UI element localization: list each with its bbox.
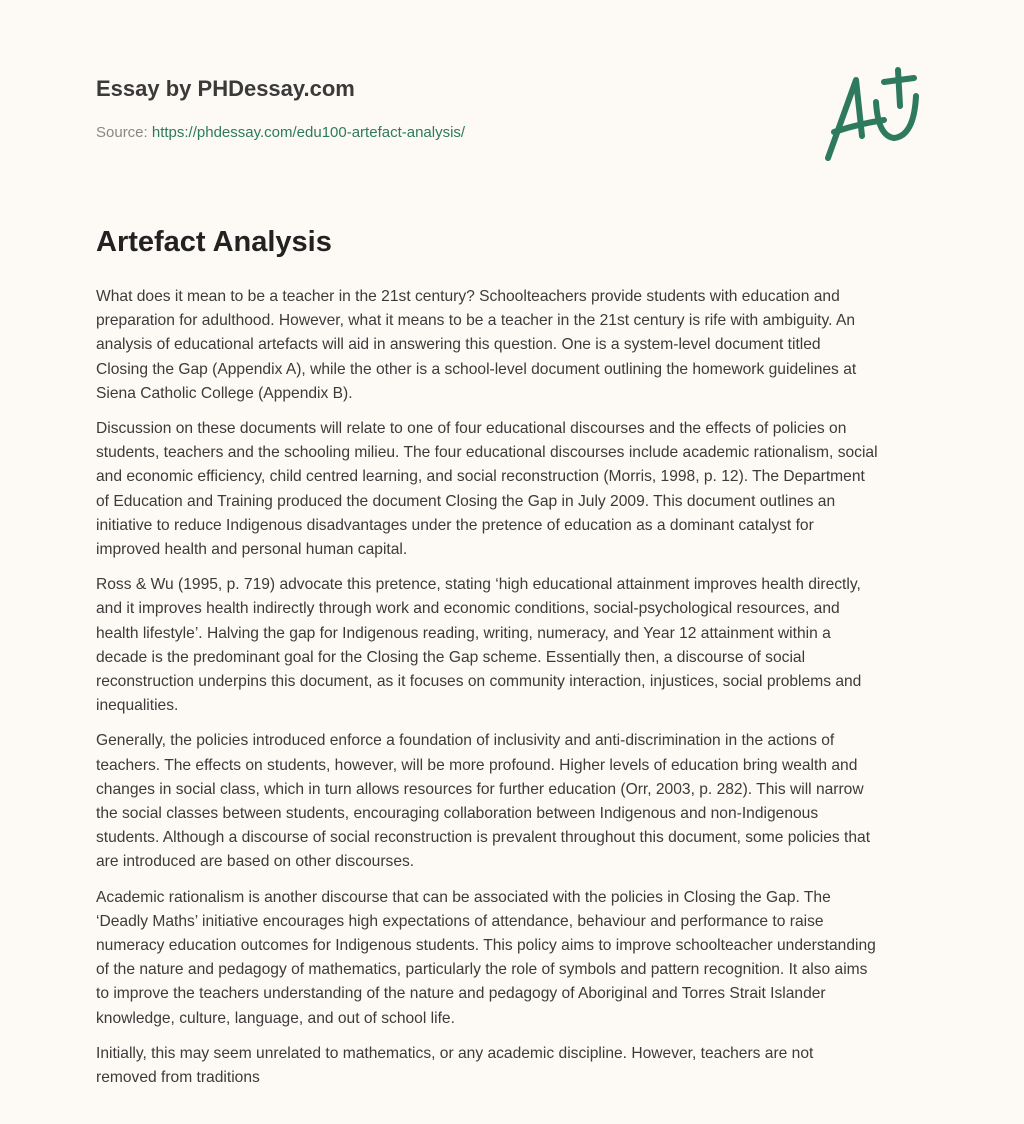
article-body xyxy=(96,285,936,1101)
source-line xyxy=(96,124,465,141)
paragraph xyxy=(96,729,936,874)
article-title: Artefact Analysis xyxy=(96,226,332,258)
paragraph-line: Initially, this may seem unrelated to mathematics, or any academic discipline. However, teachers are not xyxy=(96,1044,814,1062)
paragraph-line: teachers. The effects on students, however, will be more profound. Higher levels of education bring wealth and xyxy=(96,756,858,774)
paragraph-line: Ross & Wu (1995, p. 719) advocate this pretence, stating ‘high educational attainment improves health directly, xyxy=(96,576,861,594)
paragraph-line: decade is the predominant goal for the Closing the Gap scheme. Essentially then, a discourse of social xyxy=(96,648,806,666)
paragraph-line: are introduced are based on other discourses. xyxy=(96,853,415,871)
paragraph-line: the social classes between students, encouraging collaboration between Indigenous and non-Indigenous xyxy=(96,805,819,823)
paragraph-line: inequalities. xyxy=(96,697,179,715)
paragraph-line: to improve the teachers understanding of the nature and pedagogy of Aboriginal and Torres Strait Islander xyxy=(96,985,826,1003)
paragraph xyxy=(96,1042,936,1090)
paragraph xyxy=(96,285,936,406)
paragraph-line: Academic rationalism is another discourse that can be associated with the policies in Closing the Gap. The xyxy=(96,888,831,906)
paragraph-line: changes in social class, which in turn allows resources for further education (Orr, 2003, p. 282). This will narrow xyxy=(96,780,864,798)
site-title: Essay by PHDessay.com xyxy=(96,76,355,101)
paragraph-line: students, teachers and the schooling milieu. The four educational discourses include academic rationalism, social xyxy=(96,444,878,462)
paragraph-line: of the nature and pedagogy of mathematics, particularly the role of symbols and pattern recognition. It also aims xyxy=(96,961,868,979)
paragraph-line: and economic efficiency, child centred learning, and social reconstruction (Morris, 1998, p. 12). The Department xyxy=(96,468,865,486)
a-plus-logo-icon xyxy=(818,66,928,166)
paragraph xyxy=(96,417,936,562)
paragraph-line: health lifestyle’. Halving the gap for Indigenous reading, writing, numeracy, and Year 12 attainment within a xyxy=(96,624,831,642)
paragraph-line: improved health and personal human capital. xyxy=(96,541,408,559)
paragraph-line: students. Although a discourse of social reconstruction is prevalent throughout this document, some policies that xyxy=(96,829,871,847)
source-link[interactable]: https://phdessay.com/edu100-artefact-analysis/ xyxy=(151,124,466,141)
paragraph-line: numeracy education outcomes for Indigenous students. This policy aims to improve schoolteacher understanding xyxy=(96,937,876,955)
paragraph-line: Generally, the policies introduced enforce a foundation of inclusivity and anti-discrimination in the actions of xyxy=(96,732,835,750)
paragraph xyxy=(96,886,936,1031)
paragraph-line: reconstruction underpins this document, as it focuses on community interaction, injustices, social problems and xyxy=(96,673,862,691)
source-label: Source: xyxy=(96,124,148,141)
paragraph-line: removed from traditions xyxy=(96,1069,260,1087)
paragraph-line: initiative to reduce Indigenous disadvantages under the pretence of education as a dominant catalyst for xyxy=(96,516,814,534)
paragraph-line: and it improves health indirectly through work and economic conditions, social-psychological resources, and xyxy=(96,600,840,618)
paragraph-line: What does it mean to be a teacher in the 21st century? Schoolteachers provide students with education and xyxy=(96,288,840,305)
paragraph-line: Siena Catholic College (Appendix B). xyxy=(96,384,353,402)
paragraph-line: of Education and Training produced the document Closing the Gap in July 2009. This document outlines an xyxy=(96,492,836,510)
paragraph xyxy=(96,573,936,718)
paragraph-line: ‘Deadly Maths’ initiative encourages high expectations of attendance, behaviour and performance to raise xyxy=(96,912,824,930)
paragraph-line: analysis of educational artefacts will aid in answering this question. One is a system-level document titled xyxy=(96,336,821,354)
paragraph-line: preparation for adulthood. However, what it means to be a teacher in the 21st century is rife with ambiguity. An xyxy=(96,312,856,330)
paragraph-line: knowledge, culture, language, and out of school life. xyxy=(96,1009,455,1027)
paragraph-line: Closing the Gap (Appendix A), while the other is a school-level document outlining the homework guidelines at xyxy=(96,360,857,378)
paragraph-line: Discussion on these documents will relate to one of four educational discourses and the effects of policies on xyxy=(96,420,847,438)
